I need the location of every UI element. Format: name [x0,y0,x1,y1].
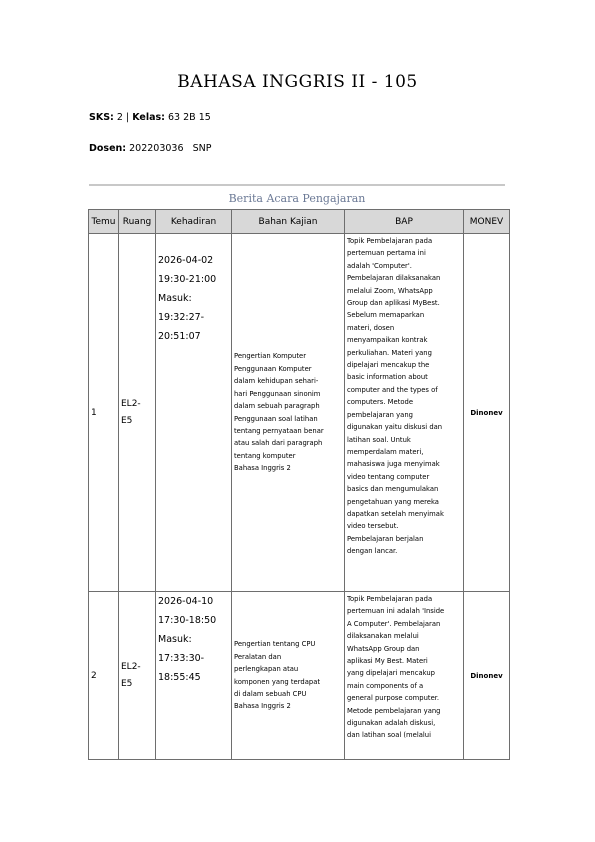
header-bap: BAP [345,210,464,234]
bap-line: computers. Metode [347,398,414,407]
header-ruang: Ruang [119,210,156,234]
bap-line: pertemuan pertama ini [347,249,426,258]
bap-cell [345,234,464,592]
sks-value: 2 [116,112,123,123]
date-text: 2026-04-02 [158,255,214,266]
table-header-row [89,210,510,234]
course-info [89,112,211,123]
ruang-line: E5 [121,415,133,426]
bap-line: digunakan adalah diskusi, [347,719,436,728]
bap-cell [345,592,464,760]
table-row [89,592,510,760]
bap-line: melalui Zoom, WhatsApp [347,286,433,295]
bahan-kajian-line: atau salah dari paragraph [234,439,323,448]
bahan-kajian-cell [232,234,345,592]
bahan-kajian-line: dalam sebuah paragraph [234,402,320,411]
sks-label: SKS: [89,112,114,123]
bahan-kajian-line: tentang pernyataan benar [234,426,324,435]
bap-line: Topik Pembelajaran pada [347,237,433,245]
bap-line: basic information about [347,373,428,382]
bahan-kajian-line: tentang komputer [234,451,296,460]
divider [89,184,505,186]
bap-line: dilaksanakan melalui [347,632,419,641]
bahan-kajian-line: Bahasa Inggris 2 [234,464,291,473]
masuk-start: 19:32:27- [158,312,205,323]
ruang-line: EL2- [121,661,141,672]
ruang-cell [119,592,156,760]
masuk-start: 17:33:30- [158,653,205,664]
bap-line: dapatkan setelah menyimak [347,509,444,518]
bap-line: menyampaikan kontrak [347,336,428,345]
bap-line: aplikasi My Best. Materi [347,657,428,666]
bap-line: general purpose computer. [347,694,440,703]
masuk-label: Masuk: [158,634,192,645]
lecturer-info [89,143,211,154]
ruang-cell [119,234,156,592]
bap-line: video tersebut. [347,522,399,531]
dosen-label: Dosen: [89,143,127,154]
separator: | [125,112,130,123]
bap-line: adalah 'Computer'. [347,261,412,270]
monev-cell: Dinonev [464,592,510,760]
bap-line: materi, dosen [347,323,395,332]
bap-line: dengan lancar. [347,547,398,556]
temu-cell: 2 [89,592,119,760]
teaching-report-table [88,209,510,760]
bap-line: WhatsApp Group dan [347,644,420,653]
bahan-kajian-line: komponen yang terdapat [234,677,321,686]
bahan-kajian-line: perlengkapan atau [234,665,299,674]
bap-line: main components of a [347,681,424,690]
header-bahan-kajian: Bahan Kajian [232,210,345,234]
bap-line: Group dan aplikasi MyBest. [347,299,440,308]
bahan-kajian-line: Penggunaan Komputer [234,364,312,373]
time-text: 19:30-21:00 [158,274,217,285]
bap-line: Sebelum memaparkan [347,311,425,320]
bahan-kajian-cell [232,592,345,760]
masuk-end: 18:55:45 [158,672,201,683]
bap-line: mahasiswa juga menyimak [347,460,440,469]
bap-line: dipelajari mencakup the [347,361,430,370]
bahan-kajian-line: Pengertian tentang CPU [234,640,316,649]
bap-line: computer and the types of [347,385,438,394]
header-monev: MONEV [464,210,510,234]
bahan-kajian-line: hari Penggunaan sinonim [234,389,321,398]
bap-line: digunakan yaitu diskusi dan [347,423,443,432]
kehadiran-cell [156,234,232,592]
header-kehadiran: Kehadiran [156,210,232,234]
bahan-kajian-line: Bahasa Inggris 2 [234,702,291,711]
bap-line: pembelajaran yang [347,410,413,419]
bap-line: Topik Pembelajaran pada [347,595,433,603]
masuk-end: 20:51:07 [158,331,201,342]
bap-line: A Computer'. Pembelajaran [347,619,441,628]
time-text: 17:30-18:50 [158,615,217,626]
bap-line: memperdalam materi, [347,447,424,456]
bap-line: pertemuan ini adalah 'Inside [347,607,445,616]
bap-line: yang dipelajari mencakup [347,669,435,678]
bahan-kajian-line: Pengertian Komputer [234,352,306,361]
table-row [89,234,510,592]
bap-line: Metode pembelajaran yang [347,706,441,715]
bap-line: latihan soal. Untuk [347,435,411,444]
bap-line: dan latihan soal (melalui [347,731,432,740]
bap-line: Pembelajaran dilaksanakan [347,274,441,283]
kelas-label: Kelas: [132,112,165,123]
masuk-label: Masuk: [158,293,192,304]
temu-cell: 1 [89,234,119,592]
ruang-line: EL2- [121,398,141,409]
kelas-value: 63 2B 15 [168,112,211,123]
kehadiran-cell [156,592,232,760]
header-temu: Temu [89,210,119,234]
ruang-line: E5 [121,678,133,689]
bap-line: Pembelajaran berjalan [347,534,424,543]
bahan-kajian-line: dalam kehidupan sehari- [234,377,319,386]
monev-cell: Dinonev [464,234,510,592]
dosen-value: 202203036 SNP [129,143,212,154]
bap-line: video tentang computer [347,472,430,481]
bahan-kajian-line: Penggunaan soal latihan [234,414,318,423]
bap-line: pengetahuan yang mereka [347,497,439,506]
section-title: Berita Acara Pengajaran [228,192,366,205]
bahan-kajian-line: Peralatan dan [234,652,282,661]
bap-line: perkuliahan. Materi yang [347,348,432,357]
date-text: 2026-04-10 [158,596,214,607]
page-title: BAHASA INGGRIS II - 105 [177,72,418,92]
bahan-kajian-line: di dalam sebuah CPU [234,689,307,698]
bap-line: basics dan mengumulakan [347,485,439,494]
